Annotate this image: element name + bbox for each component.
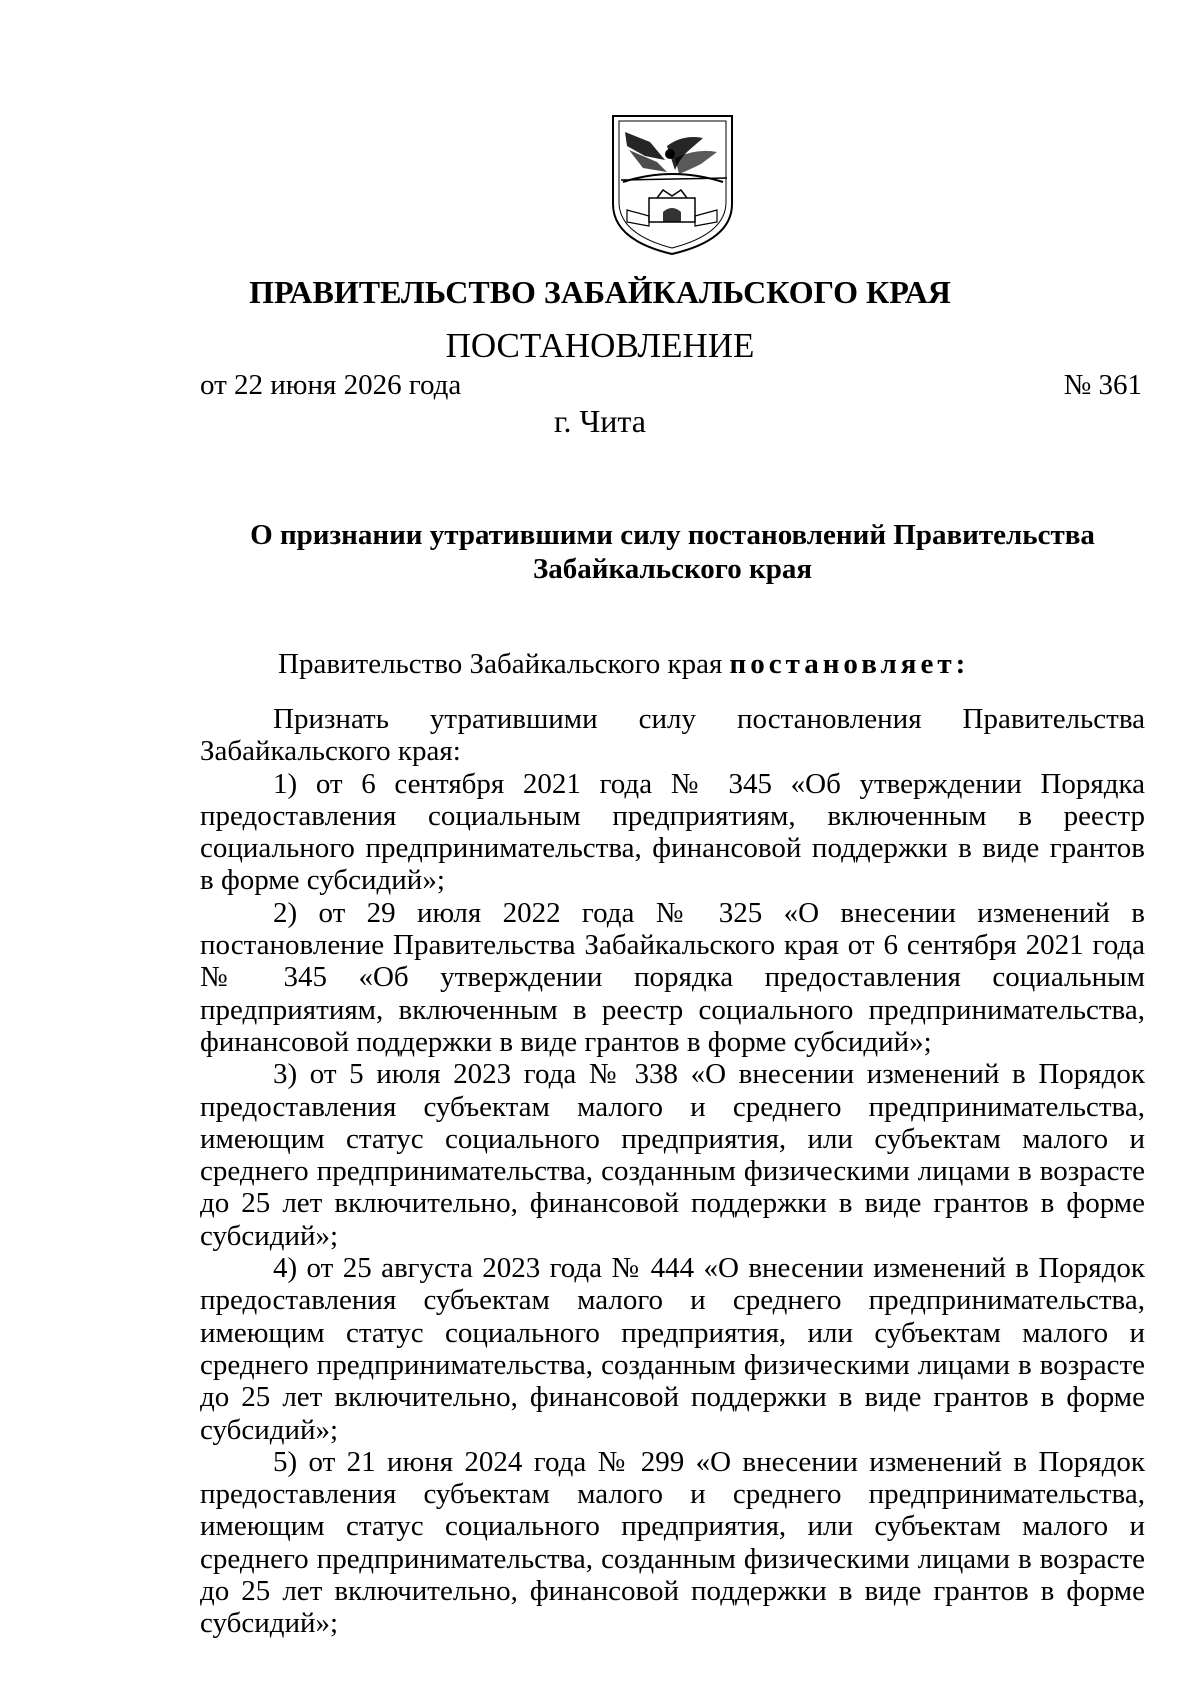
body-item-5: 5) от 21 июня 2024 года № 299 «О внесении изменений в Порядок предоставления субъектам малого и среднего предпринимательства, имеющим статус социального предприятия, или субъектам малого и среднего предпринимательства, созданным физическими лицами в возрасте до 25 лет включительно, финансовой поддержки в виде грантов в форме субсидий»; xyxy=(200,1445,1145,1640)
document-type: ПОСТАНОВЛЕНИЕ xyxy=(445,326,755,365)
government-title: ПРАВИТЕЛЬСТВО ЗАБАЙКАЛЬСКОГО КРАЯ xyxy=(249,274,951,310)
body-intro: Признать утратившими силу постановления Правительства Забайкальского края: xyxy=(200,703,1145,768)
preamble xyxy=(278,647,969,681)
document-body xyxy=(200,703,1145,1640)
preamble-decision: постановляет: xyxy=(729,648,970,680)
body-item-3: 3) от 5 июля 2023 года № 338 «О внесении изменений в Порядок предоставления субъектам малого и среднего предпринимательства, имеющим статус социального предприятия, или субъектам малого и среднего предпринимательства, созданным физическими лицами в возрасте до 25 лет включительно, финансовой поддержки в виде грантов в форме субсидий»; xyxy=(200,1058,1145,1252)
document-city: г. Чита xyxy=(553,403,646,439)
document-subject: О признании утратившими силу постановлений Правительства Забайкальского края xyxy=(250,519,1095,585)
body-item-1: 1) от 6 сентября 2021 года № 345 «Об утверждении Порядка предоставления социальным предприятиям, включенным в реестр социального предпринимательства, финансовой поддержки в виде грантов в форме субсидий»; xyxy=(200,767,1145,897)
preamble-text: Правительство Забайкальского края xyxy=(278,648,730,680)
document-number: № 361 xyxy=(1063,369,1142,401)
body-item-4: 4) от 25 августа 2023 года № 444 «О внесении изменений в Порядок предоставления субъектам малого и среднего предпринимательства, имеющим статус социального предприятия, или субъектам малого и среднего предпринимательства, созданным физическими лицами в возрасте до 25 лет включительно, финансовой поддержки в виде грантов в форме субсидий»; xyxy=(200,1252,1145,1446)
body-item-2: 2) от 29 июля 2022 года № 325 «О внесении изменений в постановление Правительства Забайкальского края от 6 сентября 2021 года № 345 «Об утверждении порядка предоставления социальным предприятиям, включенным в реестр социального предпринимательства, финансовой поддержки в виде грантов в форме субсидий»; xyxy=(200,896,1145,1058)
document-date: от 22 июня 2026 года xyxy=(200,369,462,401)
coat-of-arms-icon xyxy=(605,112,740,257)
